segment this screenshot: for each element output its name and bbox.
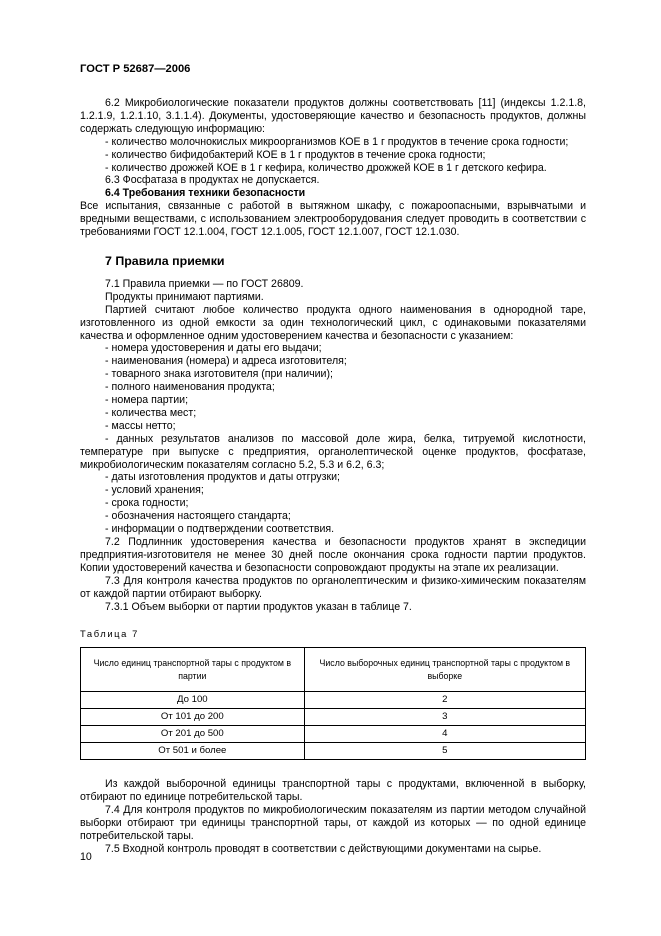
table-cell: 4 <box>304 726 585 743</box>
paragraph-7-1: 7.1 Правила приемки — по ГОСТ 26809. <box>105 277 304 290</box>
paragraph-7-5: 7.5 Входной контроль проводят в соответствии с действующими документами на сырье. <box>105 842 542 855</box>
column-header-batch-units: Число единиц транспортной тары с продуктом в партии <box>81 648 305 692</box>
list-item: - количество дрожжей КОЕ в 1 г кефира, количество дрожжей КОЕ в 1 г детского кефира. <box>105 161 547 174</box>
list-item: - количество молочнокислых микроорганизмов КОЕ в 1 г продуктов в течение срока годности; <box>105 135 569 148</box>
table-cell: 3 <box>304 709 585 726</box>
table-header-row <box>81 648 586 692</box>
table-row <box>81 692 586 709</box>
paragraph-7-1-b: Продукты принимают партиями. <box>105 290 264 303</box>
paragraph-7-3-1: 7.3.1 Объем выборки от партии продуктов указан в таблице 7. <box>105 600 412 613</box>
paragraph-6-4: Все испытания, связанные с работой в вытяжном шкафу, с пожароопасными, взрывчатыми и вредными веществами, с использованием электрооборудования следует проводить в соответствии с требованиями ГОСТ 12.1.004, ГОСТ 12.1.005, ГОСТ 12.1.007, ГОСТ 12.1.030. <box>80 200 586 239</box>
table-row <box>81 726 586 743</box>
table-cell: От 201 до 500 <box>81 726 305 743</box>
list-item: - обозначения настоящего стандарта; <box>105 510 291 523</box>
table-cell: От 501 и более <box>81 743 305 760</box>
list-item: - количества мест; <box>105 406 197 419</box>
document-code: ГОСТ Р 52687—2006 <box>80 63 191 75</box>
table-cell: До 100 <box>81 692 305 709</box>
list-item: - товарного знака изготовителя (при наличии); <box>105 368 333 381</box>
list-item: - условий хранения; <box>105 484 204 497</box>
table-caption: Таблица 7 <box>80 628 139 640</box>
page-number: 10 <box>80 851 92 863</box>
table-7 <box>80 647 586 760</box>
table-cell: От 101 до 200 <box>81 709 305 726</box>
list-item: - даты изготовления продуктов и даты отгрузки; <box>105 471 340 484</box>
paragraph-7-1-c: Партией считают любое количество продукта одного наименования в однородной таре, изготовленного из одной емкости за один технологический цикл, с одинаковыми показателями качества и оформленное одним удостоверением качества и безопасности с указанием: <box>80 303 586 342</box>
list-item: - количество бифидобактерий КОЕ в 1 г продуктов в течение срока годности; <box>105 148 486 161</box>
paragraph-7-3: 7.3 Для контроля качества продуктов по органолептическим и физико-химическим показателям от каждой партии отбирают выборку. <box>80 574 586 600</box>
paragraph-7-4: 7.4 Для контроля продуктов по микробиологическим показателям из партии методом случайной выборки отбирают три единицы транспортной тары, от каждой из которых — по одной единице потребительской тары. <box>80 804 586 842</box>
list-item: - номера партии; <box>105 394 189 407</box>
paragraph-6-2: 6.2 Микробиологические показатели продуктов должны соответствовать [11] (индексы 1.2.1.8, 1.2.1.9, 1.2.1.10, 3.1.1.4). Документы, удостоверяющие качество и безопасность продуктов, должны содержать следующую информацию: <box>80 97 586 135</box>
list-item: - номера удостоверения и даты его выдачи; <box>105 342 322 355</box>
list-item: - информации о подтверждении соответствия. <box>105 523 335 536</box>
paragraph-7-2: 7.2 Подлинник удостоверения качества и безопасности продуктов хранят в экспедиции предприятия-изготовителя не менее 30 дней после окончания срока годности партии продуктов. Копии удостоверений качества и безопасности сопровождают продукты на этапе их реализации. <box>80 536 586 574</box>
table-cell: 2 <box>304 692 585 709</box>
list-item: - наименования (номера) и адреса изготовителя; <box>105 355 347 368</box>
list-item: - полного наименования продукта; <box>105 381 275 394</box>
page-content <box>80 97 586 856</box>
list-item: - срока годности; <box>105 497 189 510</box>
list-item: - данных результатов анализов по массовой доле жира, белка, титруемой кислотности, температуре при выпуске с предприятия, органолептической оценке продуктов, фосфатазе, микробиологическим показателям согласно 5.2, 5.3 и 6.2, 6.3; <box>80 432 586 471</box>
table-row <box>81 743 586 760</box>
list-item: - массы нетто; <box>105 419 176 432</box>
subsection-title-6-4: 6.4 Требования техники безопасности <box>105 187 306 200</box>
paragraph-after-table: Из каждой выборочной единицы транспортной тары с продуктами, включенной в выборку, отбирают по единице потребительской тары. <box>80 778 586 804</box>
paragraph-6-3: 6.3 Фосфатаза в продуктах не допускается. <box>105 174 320 187</box>
column-header-sample-units: Число выборочных единиц транспортной тары с продуктом в выборке <box>304 648 585 692</box>
table-cell: 5 <box>304 743 585 760</box>
section-heading-7: 7 Правила приемки <box>105 253 225 268</box>
table-row <box>81 709 586 726</box>
